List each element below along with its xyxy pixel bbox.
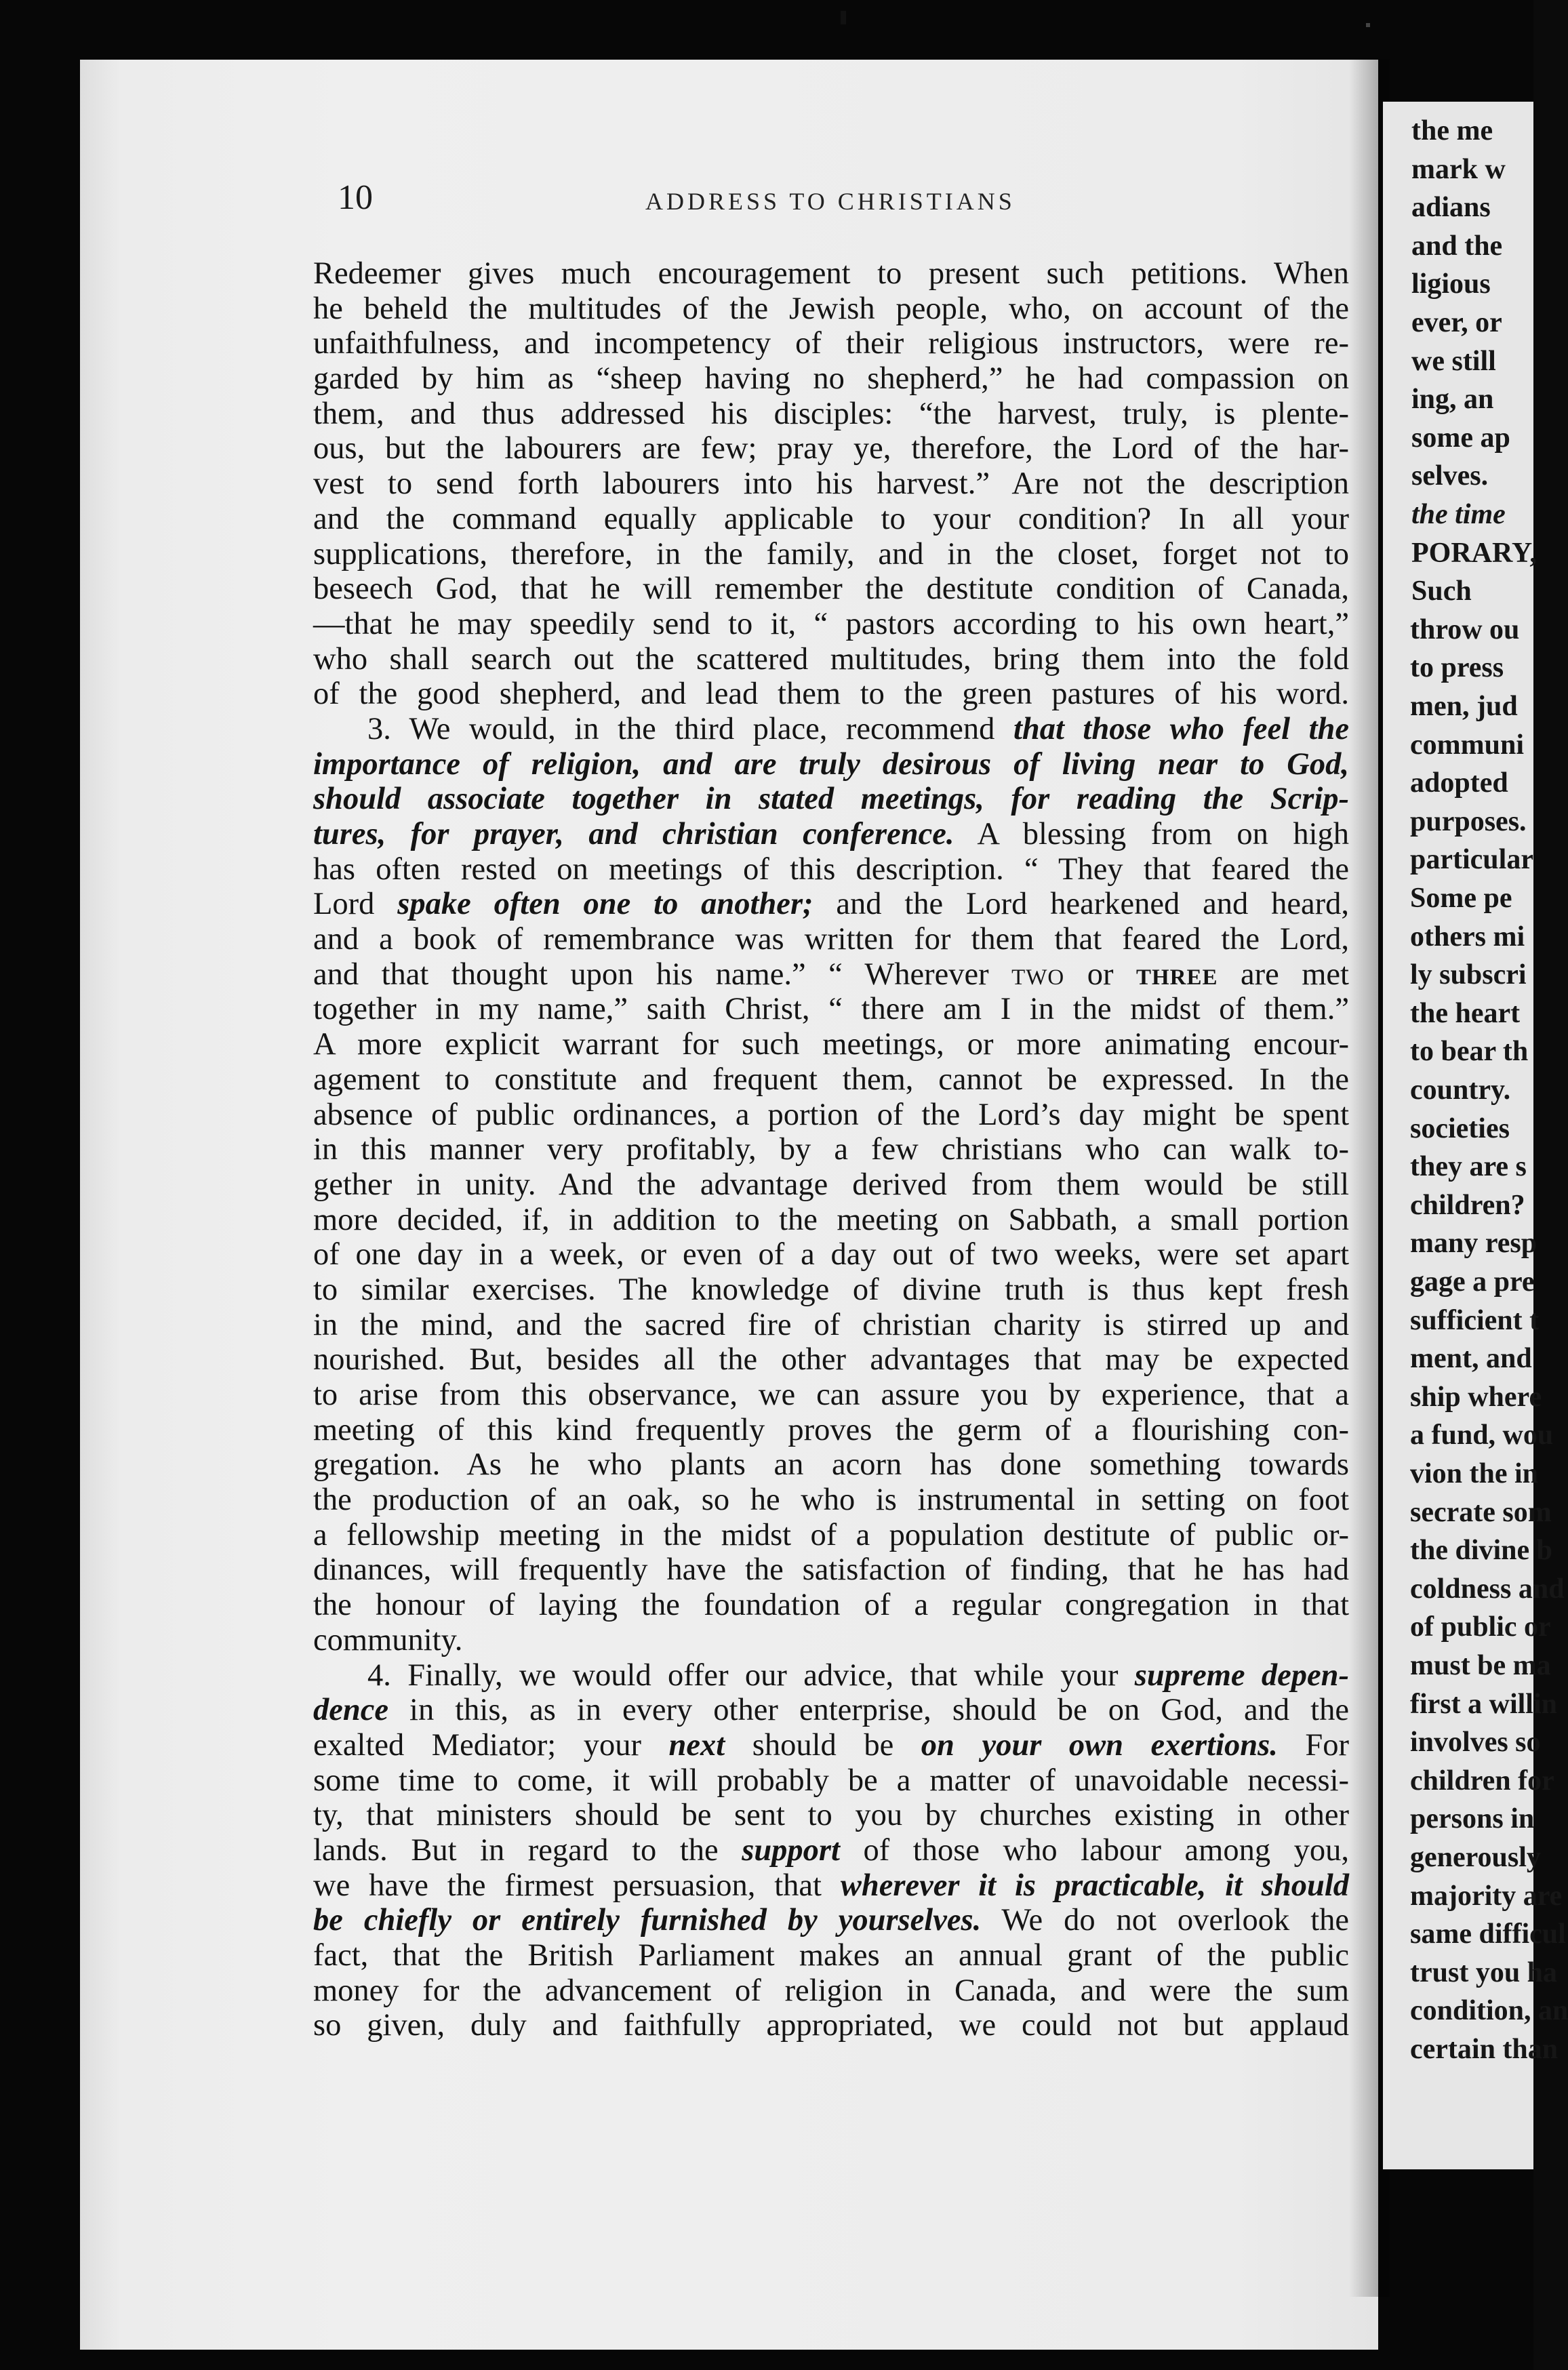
- text-run: are met: [1218, 957, 1349, 992]
- facing-page-line: secrate som: [1410, 1496, 1552, 1528]
- facing-page-line: others mi: [1410, 921, 1525, 952]
- text-line: [313, 887, 1349, 922]
- text-line: [313, 817, 1349, 852]
- text-line: gether in unity. And the advantage derived from them would be still: [313, 1167, 1349, 1202]
- text-line: fact, that the British Parliament makes an annual grant of the public: [313, 1938, 1349, 1973]
- text-line: the honour of laying the foundation of a regular congregation in that: [313, 1588, 1349, 1623]
- text-line: beseech God, that he will remember the destitute condition of Canada,: [313, 571, 1349, 607]
- facing-page-line: ever, or: [1411, 307, 1502, 338]
- text-line: a fellowship meeting in the midst of a population destitute of public or-: [313, 1517, 1349, 1552]
- text-run: We do not overlook the: [981, 1903, 1349, 1938]
- text-run: should be: [725, 1727, 921, 1763]
- facing-page-line: Such: [1411, 576, 1472, 607]
- text-line: ty, that ministers should be sent to you by churches existing in other: [313, 1798, 1349, 1833]
- text-run: A blessing from on high: [954, 817, 1349, 851]
- facing-page-line: adopted: [1410, 767, 1508, 799]
- text-line: he beheld the multitudes of the Jewish people, who, on account of the: [313, 291, 1349, 326]
- text-line: [313, 1658, 1349, 1693]
- text-line: [313, 1693, 1349, 1728]
- text-line: to similar exercises. The knowledge of divine truth is thus kept fresh: [313, 1272, 1349, 1307]
- facing-page-line: Some pe: [1410, 883, 1512, 914]
- paragraph-4: [313, 1658, 1349, 2044]
- text-line: [313, 957, 1349, 992]
- small-caps-text: three: [1135, 957, 1218, 992]
- text-line: [313, 712, 1349, 747]
- facing-page-line: gage a pre: [1410, 1266, 1535, 1298]
- text-run: For: [1277, 1727, 1349, 1763]
- text-line: should associate together in stated meetings, for reading the Scrip-: [313, 782, 1349, 817]
- running-head: ADDRESS TO CHRISTIANS: [645, 188, 1016, 215]
- facing-page-line: and the: [1411, 230, 1503, 262]
- text-line: them, and thus addressed his disciples: “the harvest, truly, is plente-: [313, 396, 1349, 431]
- text-line: [313, 1833, 1349, 1868]
- facing-page-line: majority are: [1410, 1880, 1563, 1912]
- facing-page-line: a fund, wou: [1410, 1420, 1554, 1451]
- text-line: so given, duly and faithfully appropriated, we could not but applaud: [313, 2008, 1349, 2043]
- emphasis-text: supreme depen-: [1134, 1658, 1349, 1693]
- emphasis-text: next: [668, 1727, 725, 1763]
- text-line: nourished. But, besides all the other advantages that may be expected: [313, 1342, 1349, 1378]
- text-line: some time to come, it will probably be a matter of unavoidable necessi-: [313, 1763, 1349, 1798]
- text-line: meeting of this kind frequently proves the germ of a flourishing con-: [313, 1412, 1349, 1447]
- page-body: [313, 256, 1349, 2043]
- text-line: vest to send forth labourers into his harvest.” Are not the description: [313, 466, 1349, 502]
- facing-page-line: persons in: [1410, 1803, 1535, 1835]
- facing-page-line: ligious: [1411, 268, 1491, 300]
- scan-speck: [1366, 23, 1370, 27]
- text-line: in this manner very profitably, by a few christians who can walk to-: [313, 1132, 1349, 1167]
- facing-page-line: communi: [1410, 729, 1524, 761]
- facing-page: [1383, 102, 1568, 2169]
- text-run: exalted Mediator; your: [313, 1727, 669, 1763]
- facing-page-line: mark w: [1411, 153, 1506, 185]
- emphasis-text: spake often one to another;: [397, 887, 813, 922]
- facing-page-line: vion the in: [1410, 1458, 1539, 1489]
- facing-page-line: the time: [1411, 499, 1506, 530]
- facing-page-line: children?: [1410, 1189, 1525, 1221]
- facing-page-line: PORARY,: [1411, 537, 1537, 569]
- facing-page-line: societies: [1410, 1112, 1510, 1144]
- text-line: the production of an oak, so he who is instrumental in setting on foot: [313, 1483, 1349, 1518]
- text-line: [313, 1728, 1349, 1763]
- text-line: agement to constitute and frequent them, cannot be expressed. In the: [313, 1062, 1349, 1097]
- emphasis-text: wherever it is practicable, it should: [840, 1868, 1350, 1903]
- text-run: we have the firmest persuasion, that: [313, 1868, 841, 1903]
- text-line: money for the advancement of religion in Canada, and were the sum: [313, 1973, 1349, 2008]
- paragraph-2-continued: [313, 256, 1349, 712]
- text-line: and the command equally applicable to your condition? In all your: [313, 501, 1349, 536]
- text-run: of those who labour among you,: [839, 1832, 1350, 1868]
- facing-page-line: adians: [1411, 192, 1491, 224]
- text-line: together in my name,” saith Christ, “ there am I in the midst of them.”: [313, 992, 1349, 1027]
- facing-page-line: men, jud: [1410, 691, 1518, 722]
- text-line: in the mind, and the sacred fire of christian charity is stirred up and: [313, 1307, 1349, 1342]
- text-line: Redeemer gives much encouragement to present such petitions. When: [313, 256, 1349, 291]
- text-line: dinances, will frequently have the satisfaction of finding, that he has had: [313, 1552, 1349, 1588]
- facing-page-line: coldness and: [1410, 1573, 1565, 1605]
- facing-page-line: the divine b: [1410, 1535, 1553, 1567]
- emphasis-text: be chiefly or entirely furnished by yourselves.: [313, 1903, 982, 1938]
- facing-page-line: to press: [1410, 652, 1504, 684]
- text-run: and that thought upon his name.” “ Wherever: [313, 957, 1012, 992]
- facing-page-line: they are s: [1410, 1151, 1527, 1183]
- facing-page-line: throw ou: [1410, 614, 1520, 645]
- text-line: to arise from this observance, we can assure you by experience, that a: [313, 1378, 1349, 1412]
- facing-page-line: ment, and: [1410, 1343, 1532, 1375]
- paragraph-3-rest: [313, 1027, 1349, 1658]
- facing-page-line: involves so: [1410, 1727, 1541, 1759]
- facing-page-line: particular: [1410, 844, 1533, 876]
- emphasis-text: that those who feel the: [1013, 711, 1349, 746]
- facing-page-line: children for: [1410, 1765, 1554, 1796]
- text-run: lands. But in regard to the: [313, 1832, 742, 1868]
- text-line: [313, 1868, 1349, 1904]
- text-line: community.: [313, 1622, 463, 1658]
- text-line: ous, but the labourers are few; pray ye, therefore, the Lord of the har-: [313, 431, 1349, 466]
- facing-page-line: many resp: [1410, 1228, 1537, 1260]
- facing-page-line: the heart: [1410, 997, 1521, 1029]
- text-line: gregation. As he who plants an acorn has done something towards: [313, 1447, 1349, 1483]
- text-run: 4. Finally, we would offer our advice, that while your: [367, 1658, 1135, 1693]
- text-line: of the good shepherd, and lead them to the green pastures of his word.: [313, 677, 1349, 712]
- facing-page-line: country.: [1410, 1074, 1511, 1106]
- paragraph-3: [313, 712, 1349, 1658]
- text-run: 3. We would, in the third place, recommend: [367, 711, 1013, 746]
- facing-page-line: selves.: [1411, 460, 1489, 492]
- emphasis-text: on your own exertions.: [921, 1727, 1278, 1763]
- emphasis-text: tures, for prayer, and christian conference.: [313, 817, 954, 851]
- scan-speck: [841, 11, 846, 24]
- paragraph-4-rest: [313, 1938, 1349, 2043]
- emphasis-text: dence: [313, 1693, 389, 1728]
- text-run: and the Lord hearkened and heard,: [813, 887, 1349, 922]
- facing-page-line: to bear th: [1410, 1036, 1529, 1068]
- text-run: or: [1064, 957, 1136, 992]
- facing-page-line: trust you ha: [1410, 1956, 1558, 1988]
- facing-page-line: we still: [1411, 345, 1496, 377]
- text-run: in this, as in every other enterprise, should be on God, and the: [388, 1693, 1349, 1728]
- facing-page-line: must be ma: [1410, 1650, 1551, 1681]
- text-run: Lord: [313, 887, 398, 922]
- page-number: 10: [338, 178, 373, 217]
- facing-page-line: sufficient t: [1410, 1304, 1540, 1336]
- facing-page-line: certain than: [1410, 2034, 1559, 2065]
- facing-page-line: ly subscri: [1410, 959, 1527, 991]
- emphasis-text: support: [742, 1832, 840, 1868]
- text-line: and a book of remembrance was written for them that feared the Lord,: [313, 922, 1349, 957]
- text-line: who shall search out the scattered multitudes, bring them into the fold: [313, 641, 1349, 677]
- text-line: garded by him as “sheep having no shepherd,” he had compassion on: [313, 361, 1349, 397]
- text-line: [313, 1903, 1349, 1938]
- facing-page-line: same difficul: [1410, 1919, 1566, 1950]
- text-line: absence of public ordinances, a portion of the Lord’s day might be spent: [313, 1097, 1349, 1132]
- facing-page-line: ing, an: [1411, 384, 1494, 416]
- text-line: —that he may speedily send to it, “ pastors according to his own heart,”: [313, 606, 1349, 641]
- text-line: has often rested on meetings of this description. “ They that feared the: [313, 851, 1349, 887]
- text-line: more decided, if, in addition to the meeting on Sabbath, a small portion: [313, 1202, 1349, 1237]
- facing-page-line: condition, an: [1410, 1995, 1568, 2027]
- facing-page-line: first a willin: [1410, 1688, 1557, 1720]
- text-line: A more explicit warrant for such meetings, or more animating encour-: [313, 1027, 1349, 1062]
- facing-page-line: of public or: [1410, 1611, 1551, 1643]
- text-line: supplications, therefore, in the family, and in the closet, forget not to: [313, 536, 1349, 571]
- facing-page-line: purposes.: [1410, 805, 1527, 837]
- small-caps-text: two: [1011, 957, 1065, 992]
- facing-page-line: generously: [1410, 1842, 1541, 1873]
- text-line: of one day in a week, or even of a day out of two weeks, were set apart: [313, 1237, 1349, 1272]
- facing-page-line: the me: [1411, 115, 1493, 146]
- facing-page-line: some ap: [1411, 422, 1510, 454]
- text-line: importance of religion, and are truly desirous of living near to God,: [313, 746, 1349, 782]
- facing-page-line: ship where: [1410, 1381, 1542, 1413]
- text-line: unfaithfulness, and incompetency of their religious instructors, were re-: [313, 326, 1349, 361]
